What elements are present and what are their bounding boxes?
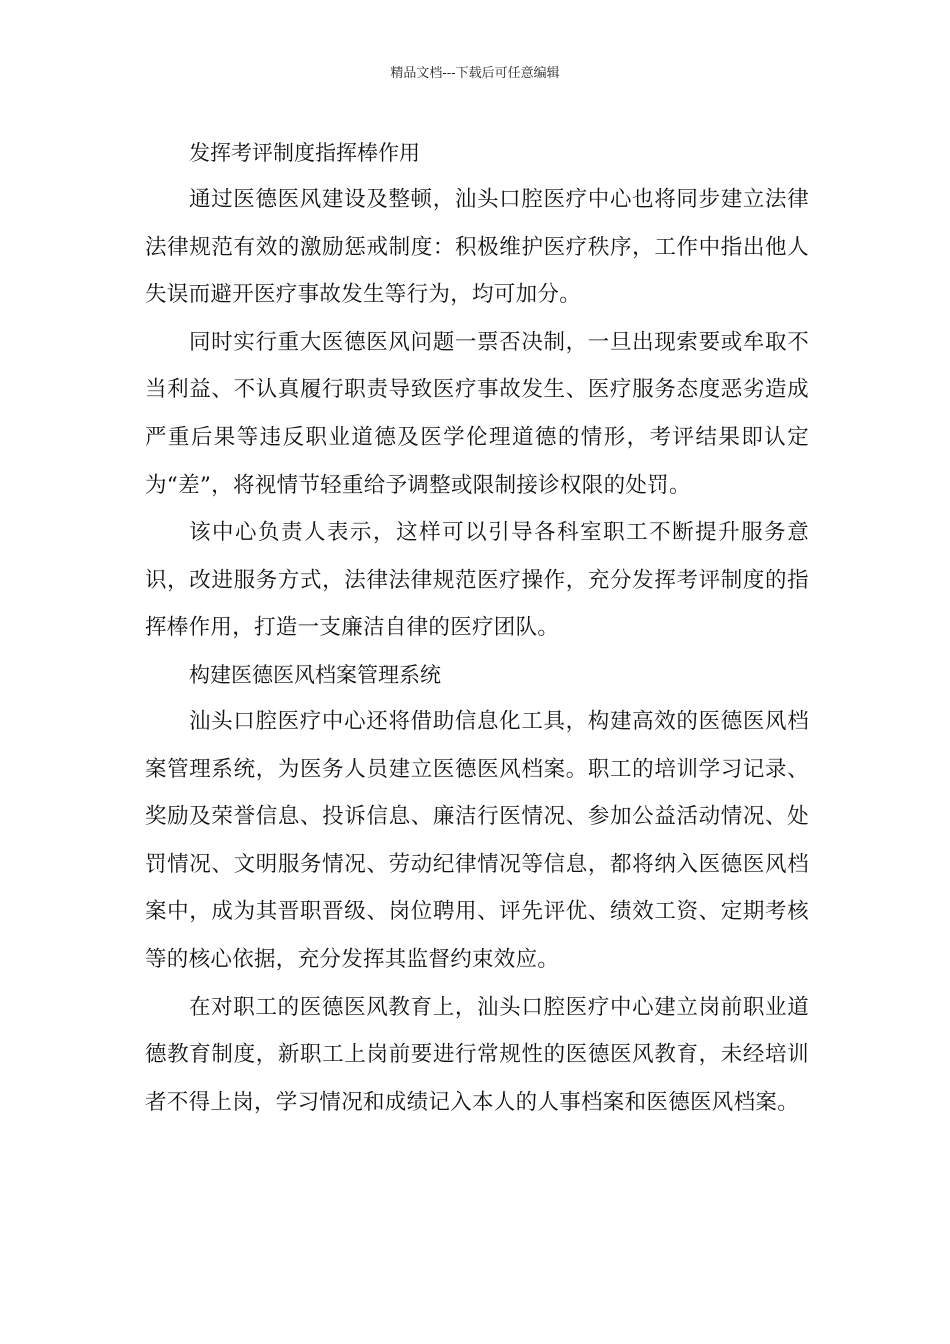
- page-header: 精品文档---下载后可任意编辑: [390, 66, 560, 81]
- paragraph: 通过医德医风建设及整顿，汕头口腔医疗中心也将同步建立法律法律规范有效的激励惩戒制度：积极维护医疗秩序，工作中指出他人失误而避开医疗事故发生等行为，均可加分。: [145, 187, 809, 308]
- paragraph: 该中心负责人表示，这样可以引导各科室职工不断提升服务意识，改进服务方式，法律法律规范医疗操作，充分发挥考评制度的指挥棒作用，打造一支廉洁自律的医疗团队。: [145, 520, 809, 641]
- paragraph: 在对职工的医德医风教育上，汕头口腔医疗中心建立岗前职业道德教育制度，新职工上岗前要进行常规性的医德医风教育，未经培训者不得上岗，学习情况和成绩记入本人的人事档案和医德医风档案。: [145, 994, 809, 1115]
- section-heading: 构建医德医风档案管理系统: [189, 662, 441, 687]
- section-heading: 发挥考评制度指挥棒作用: [189, 141, 420, 165]
- paragraph: 同时实行重大医德医风问题一票否决制，一旦出现索要或牟取不当利益、不认真履行职责导致医疗事故发生、医疗服务态度恶劣造成严重后果等违反职业道德及医学伦理道德的情形，考评结果即认定为“差”，将视情节轻重给予调整或限制接诊权限的处罚。: [145, 329, 809, 498]
- paragraph: 汕头口腔医疗中心还将借助信息化工具，构建高效的医德医风档案管理系统，为医务人员建立医德医风档案。职工的培训学习记录、奖励及荣誉信息、投诉信息、廉洁行医情况、参加公益活动情况、处罚情况、文明服务情况、劳动纪律情况等信息，都将纳入医德医风档案中，成为其晋职晋级、岗位聘用、评先评优、绩效工资、定期考核等的核心依据，充分发挥其监督约束效应。: [145, 708, 809, 972]
- document-body: [145, 130, 809, 1126]
